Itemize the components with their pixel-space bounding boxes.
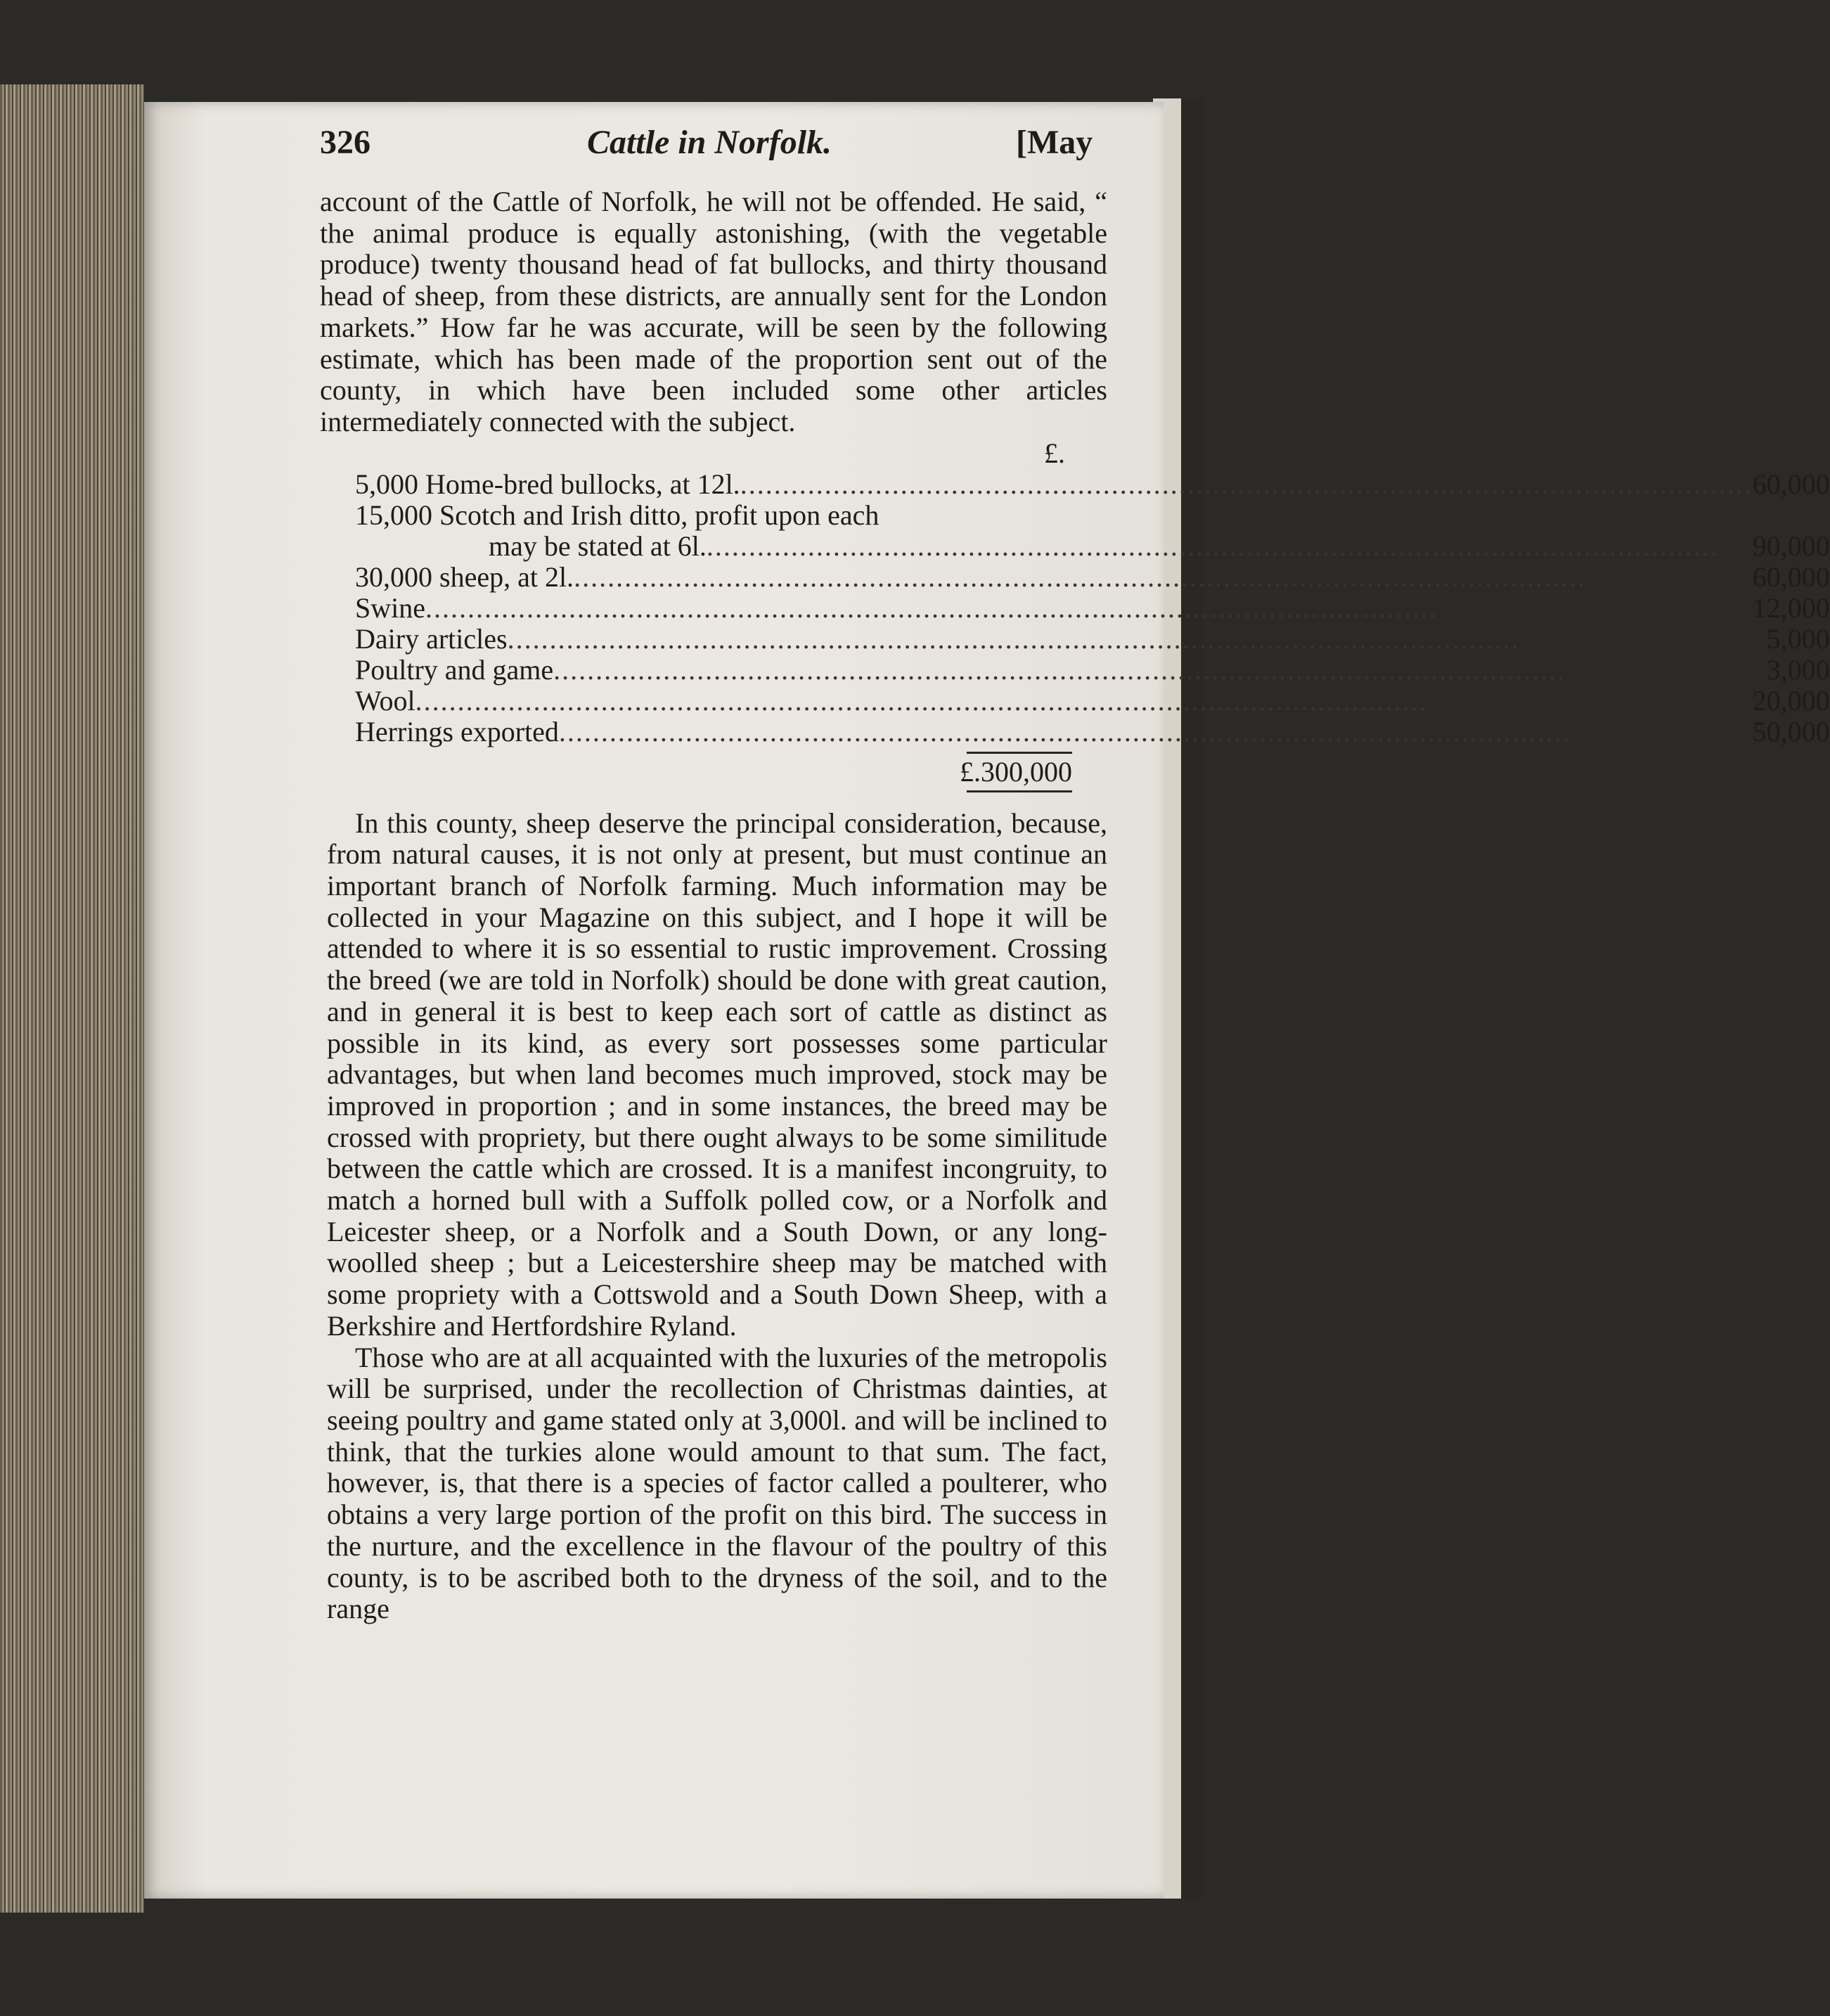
estimate-row — [355, 593, 1830, 624]
estimate-row — [355, 686, 1830, 717]
book-page-edges — [0, 84, 144, 1913]
estimate-row — [355, 500, 1830, 531]
estimate-item: 30,000 sheep, at 2l. — [355, 560, 574, 593]
estimate-row — [355, 717, 1830, 747]
estimate-value: 90,000 — [1752, 529, 1830, 562]
estimate-value: 60,000 — [1752, 468, 1830, 500]
estimate-value: 60,000 — [1752, 560, 1830, 593]
estimate-value: 50,000 — [1752, 715, 1830, 747]
paragraph-3: Those who are at all acquainted with the luxuries of the metropolis will be surprised, under the recollection of Christmas dainties, at seeing poultry and game stated only at 3,000l. and will be inclined to think, that the turkies alone would amount to that sum. The fact, however, is, that there is a species of factor called a poulterer, who obtains a very large portion of the profit on this bird. The success in the nurture, and the excellence in the flavour of the poultry of this county, is to be ascribed both to the dryness of the soil, and to the range — [327, 1341, 1107, 1625]
leader-dots: ........................................................................................................................ — [574, 560, 1587, 593]
leader-dots: ........................................................................................................................ — [507, 622, 1520, 655]
estimate-row — [355, 562, 1830, 593]
leader-dots: ........................................................................................................................ — [740, 468, 1753, 500]
running-header — [172, 123, 1114, 186]
estimate-item: Swine — [355, 591, 425, 624]
leader-dots: ........................................................................................................................ — [425, 591, 1438, 624]
estimate-row — [355, 624, 1830, 655]
paragraph-1: account of the Cattle of Norfolk, he will not be offended. He said, “ the animal produce is equally astonishing, (with the vegetable produce) twenty thousand head of fat bullocks, and thirty thousand head of sheep, from these districts, are annually sent for the London markets.” How far he was accurate, will be seen by the following estimate, which has been made of the proportion sent out of the county, in which have been included some other articles intermediately connected with the subject. — [320, 186, 1107, 437]
estimate-value: 3,000 — [1766, 653, 1830, 686]
leader-dots: ........................................................................................................................ — [553, 653, 1566, 686]
estimate-item: Poultry and game — [355, 653, 554, 686]
page-text — [172, 123, 1830, 1625]
leader-dots: ........................................................................................................................ — [706, 529, 1719, 562]
estimate-value: 5,000 — [1766, 622, 1830, 655]
estimate-item: Herrings exported — [355, 715, 559, 747]
estimate-item: Dairy articles — [355, 622, 508, 655]
estimate-value: 12,000 — [1752, 591, 1830, 624]
estimate-row — [355, 531, 1830, 562]
estimate-table — [355, 469, 1830, 747]
total-rule-bottom — [967, 790, 1072, 792]
leader-dots: ........................................................................................................................ — [558, 715, 1571, 747]
estimate-row — [355, 469, 1830, 500]
estimate-item: may be stated at 6l. — [489, 529, 707, 562]
estimate-value — [1753, 500, 1830, 531]
estimate-item: Wool — [355, 684, 415, 717]
estimate-total: £.300,000 — [960, 755, 1072, 788]
paragraph-2: In this county, sheep deserve the principal consideration, because, from natural causes, it is not only at present, but must continue an important branch of Norfolk farming. Much information may be collected in your Magazine on this subject, and I hope it will be attended to where it is so essential to rustic improvement. Crossing the breed (we are told in Norfolk) should be done with great caution, and in general it is best to keep each sort of cattle as distinct as possible in its kind, as every sort possesses some particular advantages, but when land becomes much improved, stock may be improved in proportion ; and in some instances, the breed may be crossed with propriety, but there ought always to be some similitude between the cattle which are crossed. It is a manifest incongruity, to match a horned bull with a Suffolk polled cow, or a Norfolk and Leicester sheep, or a Norfolk and a South Down, or any long-woolled sheep ; but a Leicestershire sheep may be matched with some propriety with a Cottswold and a South Down Sheep, with a Berkshire and Hertfordshire Ryland. — [327, 807, 1107, 1342]
estimate-value: 20,000 — [1752, 684, 1830, 717]
leader-dots: ........................................................................................................................ — [415, 684, 1428, 717]
page-number: 326 — [320, 124, 370, 161]
running-month: [May — [1016, 124, 1093, 161]
estimate-item: 5,000 Home-bred bullocks, at 12l. — [355, 468, 740, 500]
estimate-currency-header: £. — [1044, 437, 1065, 469]
estimate-item: 15,000 Scotch and Irish ditto, profit upon each — [355, 499, 879, 531]
running-title: Cattle in Norfolk. — [587, 124, 832, 161]
estimate-row — [355, 655, 1830, 686]
